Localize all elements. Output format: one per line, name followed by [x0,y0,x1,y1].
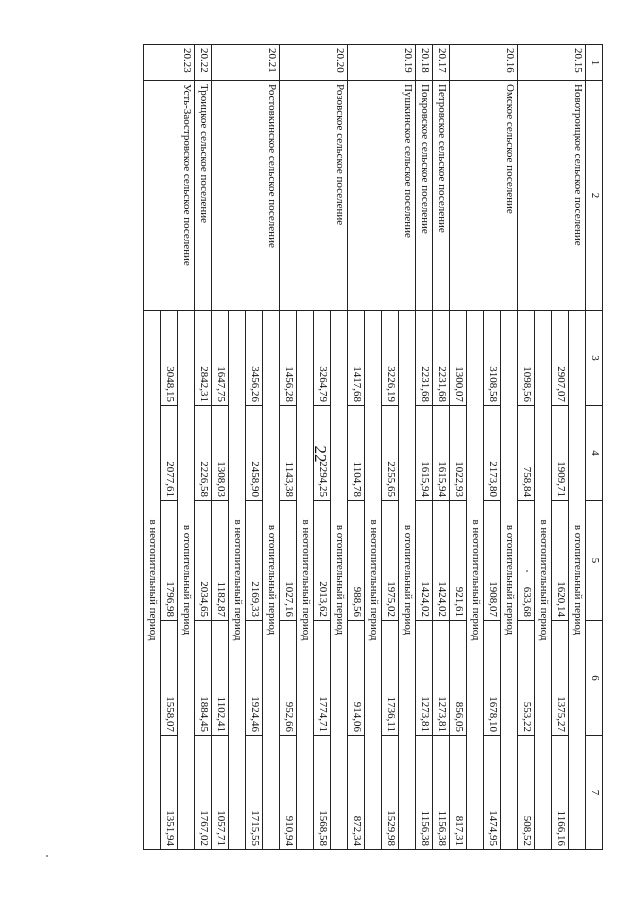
value-cell: 2169,33 [246,501,263,621]
value-cell: 1022,93 [450,406,467,501]
value-cell: 3264,79 [314,311,331,406]
value-cell: 1924,46 [246,621,263,736]
col-header-3: 3 [586,311,603,406]
settlement-name: Розовское сельское поселение [280,81,348,311]
value-cell: 1104,78 [348,406,365,501]
value-cell: 2077,61 [161,406,178,501]
value-cell: 1424,02 [433,501,450,621]
value-cell: 1529,98 [382,736,399,850]
value-cell: 2013,62 [314,501,331,621]
settlement-name: Пушкинское сельское поселение [348,81,416,311]
table-row [416,45,433,850]
value-cell: 1417,68 [348,311,365,406]
table-row [195,45,212,850]
value-cell: 1615,94 [416,406,433,501]
value-cell: 1736,11 [382,621,399,736]
value-cell: 1647,75 [212,311,229,406]
value-cell: 2294,25 [314,406,331,501]
row-number: 20.18 [416,45,433,81]
value-cell: 1909,71 [552,406,569,501]
period-label: в отопительный период [331,311,348,850]
value-cell: 2226,58 [195,406,212,501]
value-cell: 1156,38 [433,736,450,850]
period-label: в неотопительный период [535,311,552,850]
row-number: 20.16 [450,45,518,81]
table-row [178,45,195,850]
value-cell: 952,66 [280,621,297,736]
value-cell: 1057,71 [212,736,229,850]
value-cell: 553,22 [518,621,535,736]
settlement-name: Усть-Заостровское сельское поселение [144,81,195,311]
row-number: 20.22 [195,45,212,81]
value-cell: 1102,41 [212,621,229,736]
period-label: в неотопительный период [144,311,161,850]
value-cell: 1678,10 [484,621,501,736]
value-cell: 508,52 [518,736,535,850]
period-label: в отопительный период [569,311,586,850]
value-cell: 1474,95 [484,736,501,850]
value-cell: 1884,45 [195,621,212,736]
value-cell: 817,31 [450,736,467,850]
value-cell: 2231,68 [433,311,450,406]
value-cell: 1715,55 [246,736,263,850]
tariff-table [143,44,603,850]
period-label: в отопительный период [178,311,195,850]
value-cell: 1908,07 [484,501,501,621]
value-cell: 914,06 [348,621,365,736]
value-cell: 1098,56 [518,311,535,406]
row-number: 20.21 [212,45,280,81]
col-header-1: 1 [586,45,603,81]
settlement-name: Ростовкинское сельское поселение [212,81,280,311]
value-cell: 3456,26 [246,311,263,406]
table-row [501,45,518,850]
value-cell: 633,68 [518,501,535,621]
value-cell: 1424,02 [416,501,433,621]
scan-speck [526,570,528,572]
value-cell: 1027,16 [280,501,297,621]
value-cell: 3048,15 [161,311,178,406]
settlement-name: Петровское сельское поселение [433,81,450,311]
value-cell: 2842,31 [195,311,212,406]
table-row [569,45,586,850]
value-cell: 1156,38 [416,736,433,850]
value-cell: 872,34 [348,736,365,850]
value-cell: 1796,98 [161,501,178,621]
table-row [263,45,280,850]
value-cell: 1273,81 [433,621,450,736]
value-cell: 988,56 [348,501,365,621]
value-cell: 910,94 [280,736,297,850]
value-cell: 1767,02 [195,736,212,850]
period-label: в неотопительный период [229,311,246,850]
value-cell: 2231,68 [416,311,433,406]
value-cell: 921,61 [450,501,467,621]
value-cell: 2907,07 [552,311,569,406]
value-cell: 1182,87 [212,501,229,621]
row-number: 20.23 [144,45,195,81]
settlement-name: Омское сельское поселение [450,81,518,311]
value-cell: 1774,71 [314,621,331,736]
col-header-6: 6 [586,621,603,736]
period-label: в отопительный период [263,311,280,850]
col-header-4: 4 [586,406,603,501]
period-label: в неотопительный период [297,311,314,850]
scan-speck [46,855,48,857]
value-cell: 1615,94 [433,406,450,501]
period-label: в отопительный период [399,311,416,850]
rotated-table-container [48,44,603,849]
value-cell: 1300,07 [450,311,467,406]
value-cell: 1166,16 [552,736,569,850]
row-number: 20.19 [348,45,416,81]
table-row [331,45,348,850]
value-cell: 2458,90 [246,406,263,501]
value-cell: 758,84 [518,406,535,501]
value-cell: 1456,28 [280,311,297,406]
settlement-name: Троицкое сельское поселение [195,81,212,311]
value-cell: 1273,81 [416,621,433,736]
row-number: 20.20 [280,45,348,81]
value-cell: 1558,07 [161,621,178,736]
value-cell: 1568,58 [314,736,331,850]
value-cell: 1975,02 [382,501,399,621]
value-cell: 2173,80 [484,406,501,501]
value-cell: 2034,65 [195,501,212,621]
period-label: в отопительный период [501,311,518,850]
settlement-name: Новотроицкое сельское поселение [518,81,586,311]
settlement-name: Покровское сельское поселение [416,81,433,311]
value-cell: 1375,27 [552,621,569,736]
page-number: 22 [311,445,330,463]
value-cell: 1143,38 [280,406,297,501]
value-cell: 3226,19 [382,311,399,406]
value-cell: 1308,03 [212,406,229,501]
table-row [399,45,416,850]
value-cell: 1351,94 [161,736,178,850]
value-cell: 1620,14 [552,501,569,621]
value-cell: 3108,58 [484,311,501,406]
col-header-2: 2 [586,81,603,311]
col-header-5: 5 [586,501,603,621]
row-number: 20.17 [433,45,450,81]
period-label: в неотопительный период [467,311,484,850]
row-number: 20.15 [518,45,586,81]
table-row [433,45,450,850]
period-label: в неотопительный период [365,311,382,850]
value-cell: 856,05 [450,621,467,736]
header-row [586,45,603,850]
value-cell: 2255,65 [382,406,399,501]
col-header-7: 7 [586,736,603,850]
